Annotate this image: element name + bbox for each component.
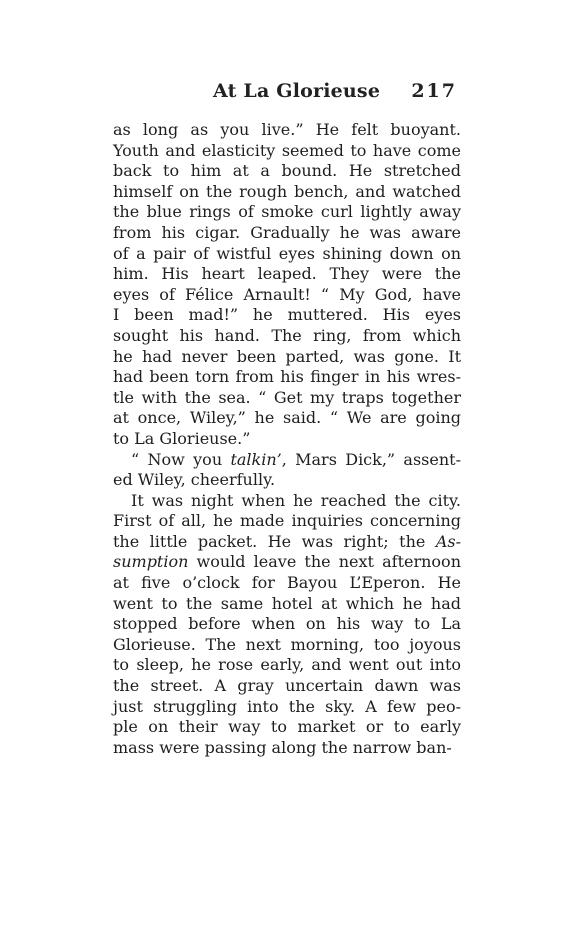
- paragraph: [113, 450, 461, 491]
- text-run: Youth and elasticity seemed to have come: [113, 140, 461, 160]
- text-line: [113, 305, 461, 326]
- text-run: would leave the next afternoon: [188, 552, 461, 572]
- text-line: [113, 429, 461, 450]
- text-line: [113, 388, 461, 409]
- text-run: him. His heart leaped. They were the: [113, 264, 461, 284]
- text-run: the street. A gray uncertain dawn was: [113, 676, 461, 696]
- text-line: [113, 717, 461, 738]
- text-run: It was night when he reached the city.: [131, 490, 461, 510]
- text-run: at once, Wiley,” he said. “ We are going: [113, 408, 461, 428]
- text-run: to sleep, he rose early, and went out into: [113, 655, 461, 675]
- text-line: [113, 635, 461, 656]
- text-run: just struggling into the sky. A few peo-: [113, 696, 461, 716]
- text-line: [113, 408, 461, 429]
- text-run: “ Now you: [131, 449, 231, 469]
- text-run: Glorieuse. The next morning, too joyous: [113, 634, 461, 654]
- text-line: [113, 614, 461, 635]
- text-run: at five o’clock for Bayou L’Eperon. He: [113, 573, 461, 593]
- text-line: [113, 594, 461, 615]
- text-run: mass were passing along the narrow ban-: [113, 737, 452, 757]
- italic-text: As-: [435, 531, 461, 551]
- text-line: [113, 450, 461, 471]
- text-run: eyes of Félice Arnault! “ My God, have: [113, 284, 461, 304]
- text-line: [113, 738, 461, 759]
- text-line: [113, 573, 461, 594]
- text-run: of a pair of wistful eyes shining down on: [113, 243, 461, 263]
- text-line: [113, 182, 461, 203]
- running-title: At La Glorieuse: [213, 80, 381, 102]
- text-run: as long as you live.” He felt buoyant.: [113, 120, 461, 139]
- text-run: from his cigar. Gradually he was aware: [113, 222, 461, 242]
- text-line: [113, 326, 461, 347]
- text-line: [113, 264, 461, 285]
- italic-text: talkin’: [230, 449, 282, 469]
- text-line: [113, 655, 461, 676]
- text-line: [113, 552, 461, 573]
- text-line: [113, 697, 461, 718]
- text-run: tle with the sea. “ Get my traps together: [113, 387, 461, 407]
- text-line: [113, 120, 461, 141]
- text-run: himself on the rough bench, and watched: [113, 181, 461, 201]
- text-run: to La Glorieuse.”: [113, 428, 251, 448]
- text-run: , Mars Dick,” assent-: [281, 449, 461, 469]
- text-line: [113, 202, 461, 223]
- paragraph: [113, 491, 461, 759]
- text-line: [113, 223, 461, 244]
- running-head: [113, 80, 461, 108]
- text-line: [113, 532, 461, 553]
- text-run: First of all, he made inquiries concerning: [113, 511, 461, 531]
- text-run: went to the same hotel at which he had: [113, 593, 461, 613]
- text-run: the little packet. He was right; the: [113, 531, 436, 551]
- text-run: had been torn from his finger in his wres-: [113, 367, 461, 387]
- text-line: [113, 491, 461, 512]
- text-run: stopped before when on his way to La: [113, 614, 461, 634]
- text-line: [113, 347, 461, 368]
- text-line: [113, 367, 461, 388]
- text-run: the blue rings of smoke curl lightly away: [113, 202, 461, 222]
- text-line: [113, 161, 461, 182]
- text-line: [113, 676, 461, 697]
- page-number: 217: [411, 80, 457, 102]
- text-run: ed Wiley, cheerfully.: [113, 470, 276, 490]
- text-run: back to him at a bound. He stretched: [113, 161, 461, 181]
- text-run: sought his hand. The ring, from which: [113, 325, 461, 345]
- text-line: [113, 470, 461, 491]
- text-run: ple on their way to market or to early: [113, 717, 461, 737]
- text-line: [113, 511, 461, 532]
- italic-text: sumption: [113, 552, 189, 572]
- text-run: I been mad!” he muttered. His eyes: [113, 305, 461, 325]
- text-line: [113, 141, 461, 162]
- paragraph: [113, 120, 461, 450]
- text-line: [113, 244, 461, 265]
- text-line: [113, 285, 461, 306]
- body-text: [113, 120, 461, 758]
- text-run: he had never been parted, was gone. It: [113, 346, 461, 366]
